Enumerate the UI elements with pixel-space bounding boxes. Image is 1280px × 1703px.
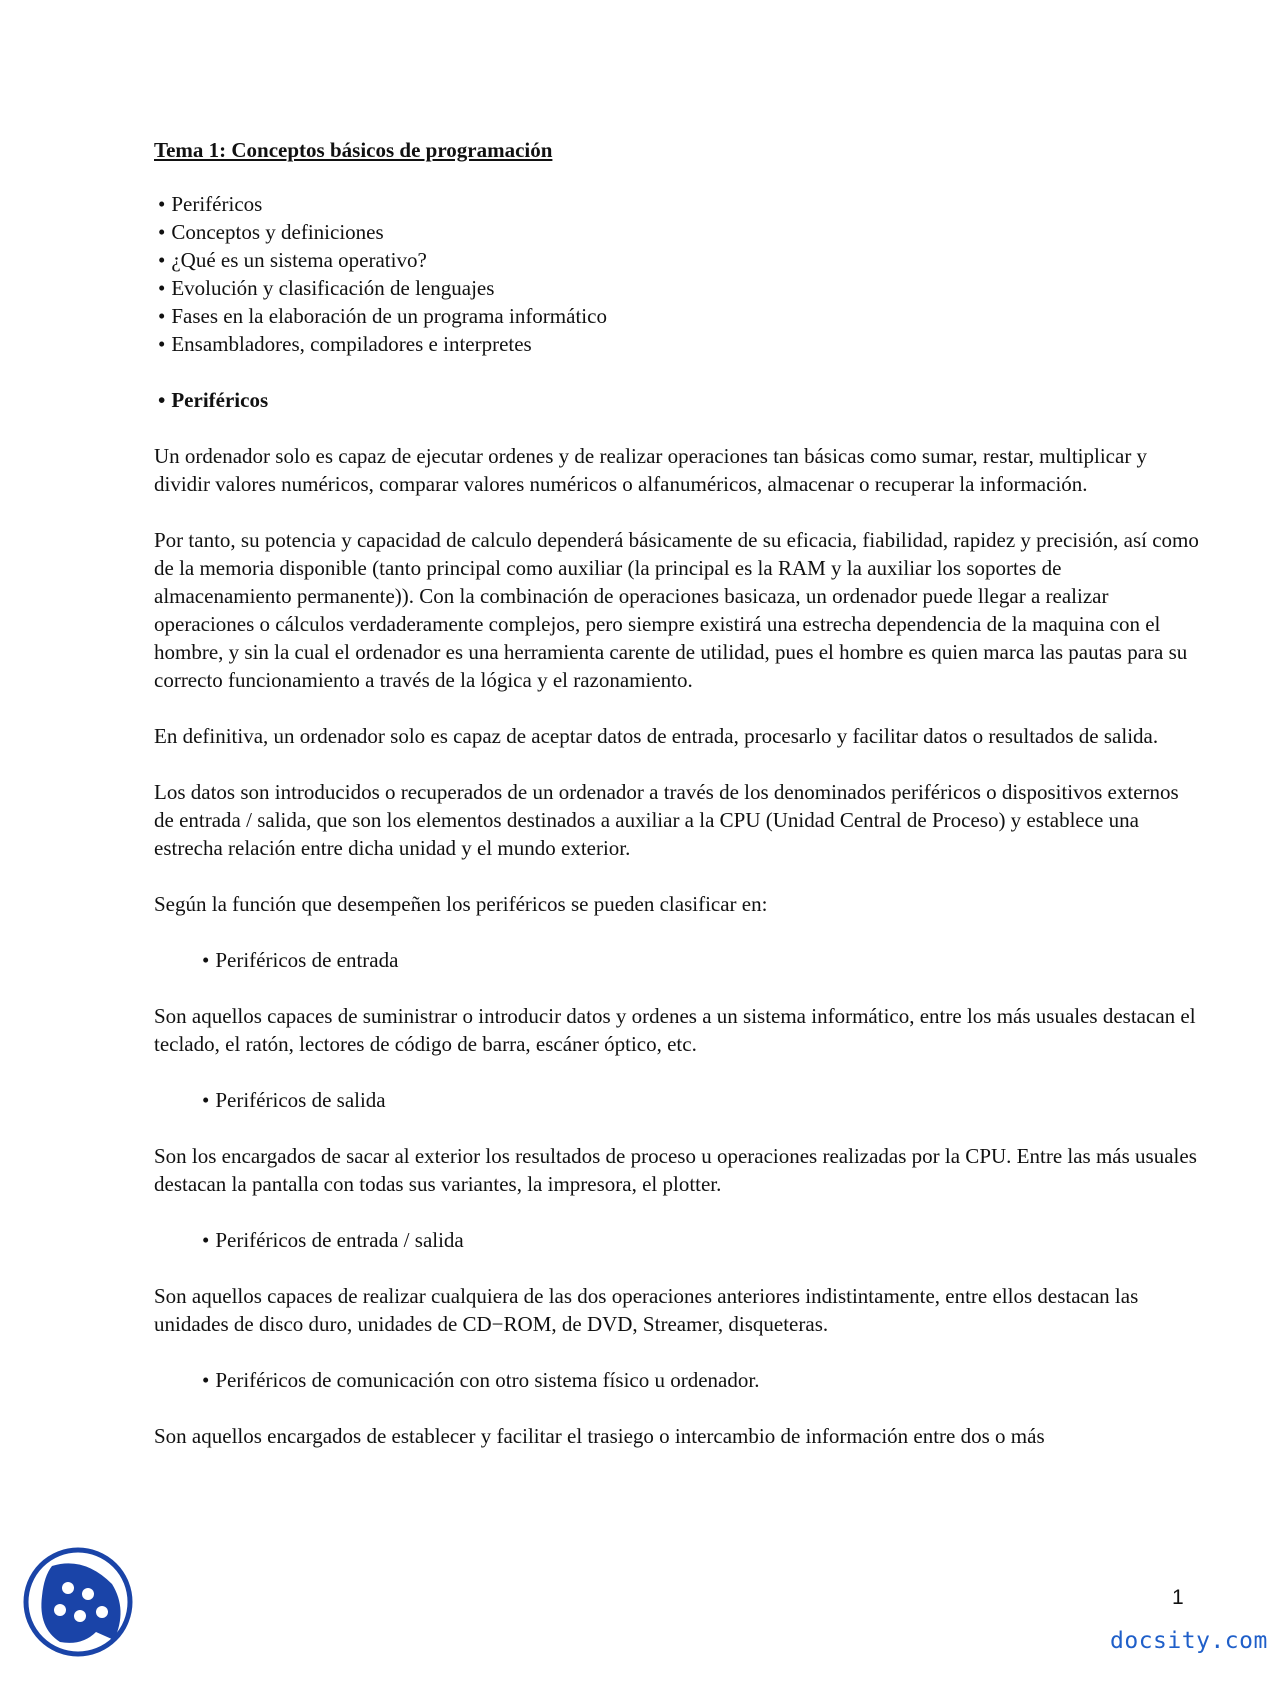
paragraph: En definitiva, un ordenador solo es capaz de aceptar datos de entrada, procesarlo y facilitar datos o resultados de salida. [154, 724, 1159, 748]
subsection-heading: • Periféricos de entrada / salida [202, 1228, 464, 1252]
paragraph: Según la función que desempeñen los periféricos se pueden clasificar en: [154, 892, 768, 916]
section-heading: • Periféricos [158, 388, 269, 412]
docsity-logo-icon[interactable] [22, 1542, 134, 1658]
toc-item: • Conceptos y definiciones [158, 220, 384, 244]
document-body [154, 136, 1199, 1478]
paragraph: Los datos son introducidos o recuperados de un ordenador a través de los denominados periféricos o dispositivos externos de entrada / salida, que son los elementos destinados a auxiliar a la CPU (Unidad Central de Proceso) y establece una estrecha relación entre dicha unidad y el mundo exterior. [154, 780, 1179, 860]
paragraph: Un ordenador solo es capaz de ejecutar ordenes y de realizar operaciones tan básicas como sumar, restar, multiplicar y dividir valores numéricos, comparar valores numéricos o alfanuméricos, almacenar o recuperar la información. [154, 444, 1148, 496]
subsection-heading: • Periféricos de entrada [202, 948, 399, 972]
page-title: Tema 1: Conceptos básicos de programación [154, 138, 553, 162]
docsity-link[interactable]: docsity.com [1110, 1628, 1268, 1654]
toc-item: • Periféricos [158, 192, 263, 216]
subsection-text: Son aquellos capaces de realizar cualquiera de las dos operaciones anteriores indistintamente, entre ellos destacan las unidades de disco duro, unidades de CD−ROM, de DVD, Streamer, disqueteras. [154, 1284, 1139, 1336]
toc-item: • ¿Qué es un sistema operativo? [158, 248, 427, 272]
subsection-text: Son aquellos encargados de establecer y facilitar el trasiego o intercambio de información entre dos o más [154, 1424, 1045, 1448]
subsection-text: Son aquellos capaces de suministrar o introducir datos y ordenes a un sistema informático, entre los más usuales destacan el teclado, el ratón, lectores de código de barra, escáner óptico, etc. [154, 1004, 1196, 1056]
subsection-text: Son los encargados de sacar al exterior los resultados de proceso u operaciones realizadas por la CPU. Entre las más usuales destacan la pantalla con todas sus variantes, la impresora, el plotter. [154, 1144, 1197, 1196]
toc-item: • Evolución y clasificación de lenguajes [158, 276, 495, 300]
page-number: 1 [1172, 1586, 1184, 1609]
subsection-heading: • Periféricos de salida [202, 1088, 386, 1112]
paragraph: Por tanto, su potencia y capacidad de calculo dependerá básicamente de su eficacia, fiabilidad, rapidez y precisión, así como de la memoria disponible (tanto principal como auxiliar (la principal es la RAM y la auxiliar los soportes de almacenamiento permanente)). Con la combinación de operaciones basicaza, un ordenador puede llegar a realizar operaciones o cálculos verdaderamente complejos, pero siempre existirá una estrecha dependencia de la maquina con el hombre, y sin la cual el ordenador es una herramienta carente de utilidad, pues el hombre es quien marca las pautas para su correcto funcionamiento a través de la lógica y el razonamiento. [154, 528, 1199, 692]
table-of-contents [154, 190, 1199, 358]
toc-item: • Ensambladores, compiladores e interpretes [158, 332, 532, 356]
subsection-heading: • Periféricos de comunicación con otro sistema físico u ordenador. [202, 1368, 760, 1392]
toc-item: • Fases en la elaboración de un programa informático [158, 304, 607, 328]
